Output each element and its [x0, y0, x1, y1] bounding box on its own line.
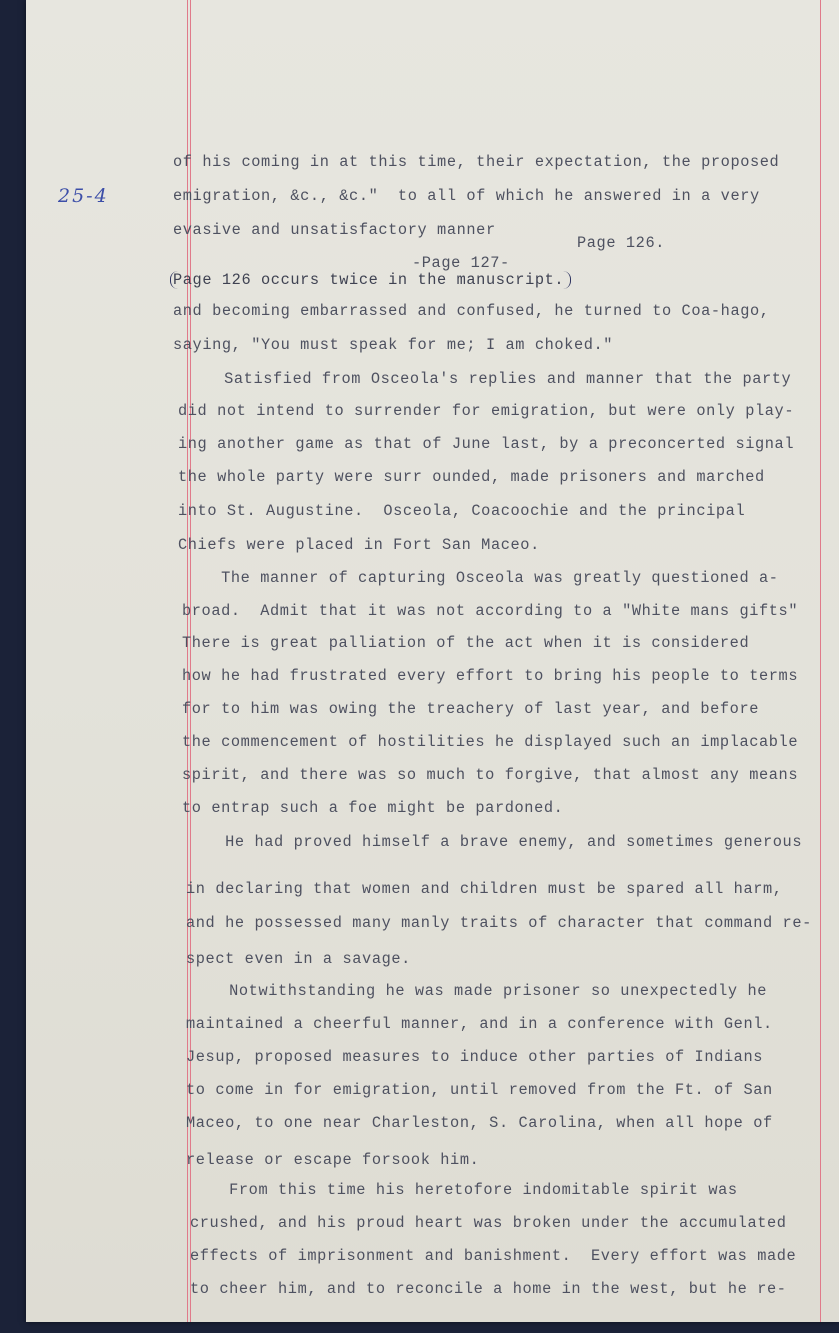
text-line: spirit, and there was so much to forgive, that almost any means	[182, 766, 799, 784]
text-line: Maceo, to one near Charleston, S. Carolina, when all hope of	[186, 1114, 773, 1132]
handwritten-page-note: 25-4	[58, 185, 109, 207]
text-line: how he had frustrated every effort to bring his people to terms	[182, 667, 799, 685]
page-reference-126: Page 126.	[577, 234, 666, 252]
text-line: crushed, and his proud heart was broken under the accumulated	[190, 1214, 787, 1232]
text-line: broad. Admit that it was not according to a "White mans gifts"	[182, 602, 799, 620]
text-line: There is great palliation of the act when it is considered	[182, 634, 750, 652]
text-line: Chiefs were placed in Fort San Maceo.	[178, 536, 540, 554]
text-line: the whole party were surr ounded, made prisoners and marched	[178, 468, 765, 486]
text-line: The manner of capturing Osceola was greatly questioned a-	[182, 569, 779, 587]
right-margin-rule	[820, 0, 821, 1322]
text-line: Jesup, proposed measures to induce other parties of Indians	[186, 1048, 763, 1066]
text-line: to come in for emigration, until removed from the Ft. of San	[186, 1081, 773, 1099]
text-line: to entrap such a foe might be pardoned.	[182, 799, 564, 817]
text-line: to cheer him, and to reconcile a home in the west, but he re-	[190, 1280, 787, 1298]
page-reference-127: -Page 127-	[412, 254, 510, 272]
text-line: into St. Augustine. Osceola, Coacoochie and the principal	[178, 502, 746, 520]
text-line: ing another game as that of June last, by a preconcerted signal	[178, 435, 795, 453]
text-line: Notwithstanding he was made prisoner so unexpectedly he	[190, 982, 767, 1000]
text-line: did not intend to surrender for emigration, but were only play-	[178, 402, 795, 420]
text-line: spect even in a savage.	[186, 950, 411, 968]
text-line: Satisfied from Osceola's replies and manner that the party	[185, 370, 792, 388]
text-line: the commencement of hostilities he displayed such an implacable	[182, 733, 799, 751]
text-line: He had proved himself a brave enemy, and sometimes generous	[186, 833, 803, 851]
text-line: of his coming in at this time, their expectation, the proposed	[173, 153, 780, 171]
text-line: and he possessed many manly traits of character that command re-	[186, 914, 812, 932]
text-line: emigration, &c., &c." to all of which he answered in a very	[173, 187, 760, 205]
text-line: saying, "You must speak for me; I am choked."	[173, 336, 614, 354]
text-line: From this time his heretofore indomitable spirit was	[190, 1181, 738, 1199]
text-line: for to him was owing the treachery of last year, and before	[182, 700, 759, 718]
text-line: in declaring that women and children must be spared all harm,	[186, 880, 783, 898]
text-line: release or escape forsook him.	[186, 1151, 480, 1169]
text-line: maintained a cheerful manner, and in a conference with Genl.	[186, 1015, 773, 1033]
text-line: evasive and unsatisfactory manner	[173, 221, 496, 239]
text-line: effects of imprisonment and banishment. Every effort was made	[190, 1247, 797, 1265]
editor-note: Page 126 occurs twice in the manuscript.	[170, 271, 571, 289]
text-line: and becoming embarrassed and confused, he turned to Coa-hago,	[173, 302, 770, 320]
